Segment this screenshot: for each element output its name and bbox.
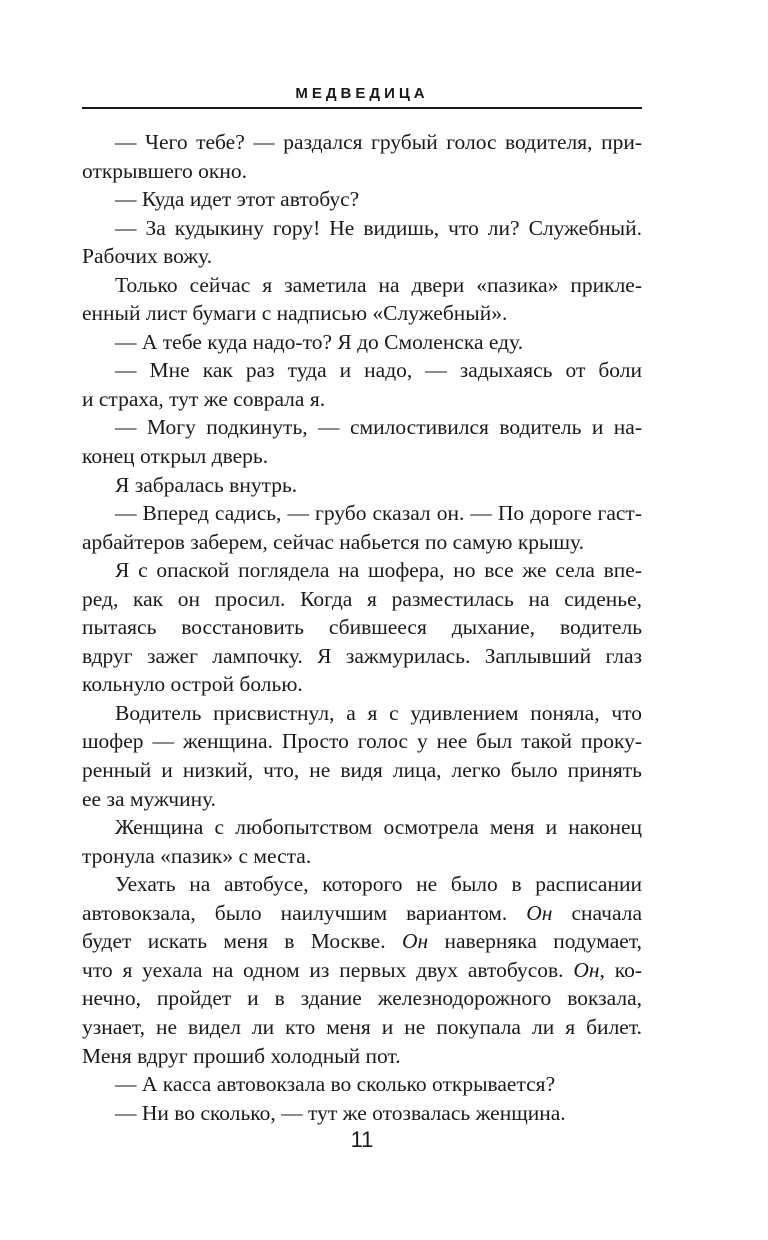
text-line: — Чего тебе? — раздался грубый голос водителя, при- bbox=[115, 130, 642, 154]
text-line: — Вперед садись, — грубо сказал он. — По дороге гаст- bbox=[115, 501, 642, 526]
text-line: ее за мужчину. bbox=[82, 786, 217, 811]
text-line: арбайтеров заберем, сейчас набьется по самую крышу. bbox=[82, 529, 584, 554]
emphasis: Он bbox=[401, 929, 429, 954]
emphasis: Он bbox=[573, 957, 600, 982]
text-line: — За кудыкину гору! Не видишь, что ли? Служебный. bbox=[115, 215, 642, 240]
text-line: Меня вдруг прошиб холодный пот. bbox=[82, 1043, 401, 1068]
text-line: — Мне как раз туда и надо, — задыхаясь от боли bbox=[115, 358, 642, 383]
text-line: будет искать меня в Москве. Он наверняка подумает, bbox=[82, 929, 642, 954]
text-line: Уехать на автобусе, которого не было в расписании bbox=[115, 872, 642, 897]
text-line: конец открыл дверь. bbox=[82, 444, 269, 469]
text-line: — А касса автовокзала во сколько открывается? bbox=[115, 1072, 556, 1097]
text-line: Я с опаской поглядела на шофера, но все же села впе- bbox=[115, 558, 642, 583]
page-number: 11 bbox=[350, 1127, 374, 1152]
text-line: Рабочих вожу. bbox=[82, 244, 213, 269]
text-line: и страха, тут же соврала я. bbox=[82, 386, 326, 411]
header-rule bbox=[82, 107, 642, 109]
text-line: что я уехала на одном из первых двух автобусов. Он, ко- bbox=[82, 957, 642, 982]
text-line: ред, как он просил. Когда я разместилась на сиденье, bbox=[82, 586, 642, 611]
text-line: шофер — женщина. Просто голос у нее был такой проку- bbox=[82, 729, 642, 754]
emphasis: Он bbox=[526, 900, 553, 925]
running-title: МЕДВЕДИЦА bbox=[295, 85, 429, 102]
text-line: автовокзала, было наилучшим вариантом. Он сначала bbox=[82, 900, 642, 925]
text-line: Водитель присвистнул, а я с удивлением поняла, что bbox=[115, 700, 642, 725]
text-line: тронула «пазик» с места. bbox=[82, 843, 312, 868]
body-text bbox=[82, 128, 642, 1127]
text-line: — Куда идет этот автобус? bbox=[115, 187, 360, 212]
text-line: кольнуло острой болью. bbox=[82, 672, 303, 697]
text-line: узнает, не видел ли кто меня и не покупала ли я билет. bbox=[82, 1014, 642, 1039]
text-line: пытаясь восстановить сбившееся дыхание, водитель bbox=[82, 615, 642, 640]
text-line: Я забралась внутрь. bbox=[115, 472, 298, 497]
text-line: открывшего окно. bbox=[82, 158, 247, 183]
text-line: — Могу подкинуть, — смилостивился водитель и на- bbox=[115, 415, 642, 440]
text-line: нечно, пройдет и в здание железнодорожного вокзала, bbox=[82, 986, 642, 1011]
text-line: енный лист бумаги с надписью «Служебный». bbox=[82, 301, 508, 326]
text-line: Только сейчас я заметила на двери «пазика» прикле- bbox=[115, 272, 642, 297]
text-line: ренный и низкий, что, не видя лица, легко было принять bbox=[82, 758, 642, 783]
text-line: — Ни во сколько, — тут же отозвалась женщина. bbox=[115, 1100, 566, 1125]
text-line: Женщина с любопытством осмотрела меня и наконец bbox=[115, 815, 642, 840]
text-line: — А тебе куда надо-то? Я до Смоленска еду. bbox=[115, 329, 524, 354]
text-line: вдруг зажег лампочку. Я зажмурилась. Заплывший глаз bbox=[82, 643, 642, 668]
